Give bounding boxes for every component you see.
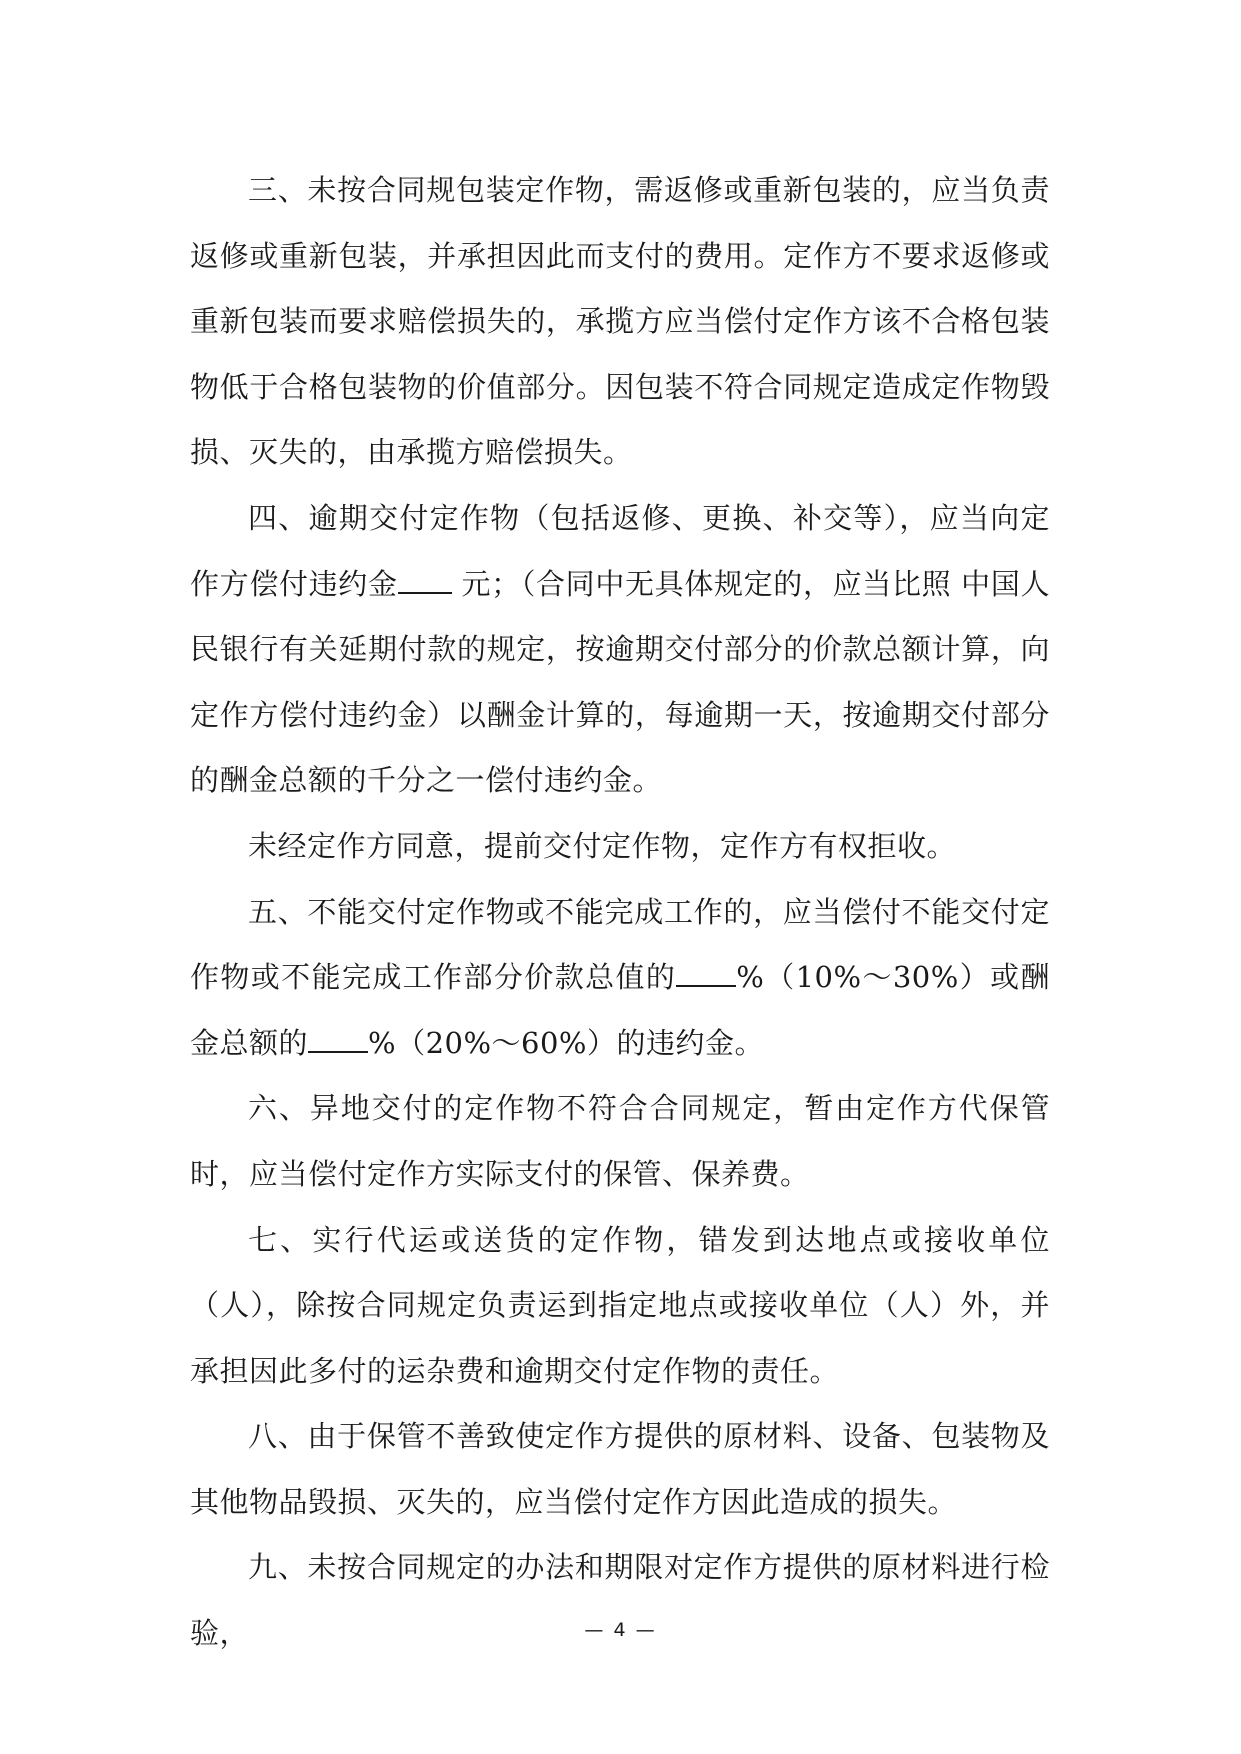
clause-5-text-before: 五、不能交付定作物或不能完成工作的，应当偿付不能交付定作物或不能完成工作部分价款总值的 bbox=[190, 894, 1050, 995]
clause-5-text-after: %（20%～60%）的违约金。 bbox=[368, 1025, 764, 1060]
clause-3-paragraph: 三、未按合同规包装定作物，需返修或重新包装的，应当负责返修或重新包装，并承担因此而支付的费用。定作方不要求返修或重新包装而要求赔偿损失的，承揽方应当偿付定作方该不合格包装物低于合格包装物的价值部分。因包装不符合同规定造成定作物毁损、灭失的，由承揽方赔偿损失。 bbox=[190, 173, 1050, 470]
clause-4-text-before: 四、逾期交付定作物（包括返修、更换、补交等），应当向定作方偿付违约金 bbox=[190, 500, 1050, 601]
clause-4-paragraph bbox=[190, 486, 1050, 814]
clause-6-paragraph: 六、异地交付的定作物不符合合同规定，暂由定作方代保管时，应当偿付定作方实际支付的保管、保养费。 bbox=[190, 1091, 1050, 1191]
clause-4-supplement-paragraph: 未经定作方同意，提前交付定作物，定作方有权拒收。 bbox=[248, 828, 957, 863]
document-body bbox=[190, 158, 1050, 1667]
page-number: — 4 — bbox=[584, 1619, 657, 1641]
clause-5-paragraph bbox=[190, 880, 1050, 1077]
clause-8-paragraph: 八、由于保管不善致使定作方提供的原材料、设备、包装物及其他物品毁损、灭失的，应当偿付定作方因此造成的损失。 bbox=[190, 1419, 1050, 1519]
penalty-amount-blank bbox=[398, 564, 452, 594]
price-percent-blank bbox=[676, 958, 736, 988]
clause-5-text-middle: %（10%～30%）或酬金总额的 bbox=[190, 960, 1050, 1060]
clause-4-text-after: 元；（合同中无具体规定的，应当比照 中国人民银行有关延期付款的规定，按逾期交付部分的价款总额计算，向定作方偿付违约金）以酬金计算的，每逾期一天，按逾期交付部分的酬金总额的千分之一偿付违约金。 bbox=[190, 566, 1050, 798]
fee-percent-blank bbox=[308, 1023, 368, 1053]
clause-9-paragraph: 九、未按合同规定的办法和期限对定作方提供的原材料进行检验， bbox=[190, 1550, 1050, 1651]
clause-7-paragraph: 七、实行代运或送货的定作物，错发到达地点或接收单位（人），除按合同规定负责运到指定地点或接收单位（人）外，并承担因此多付的运杂费和逾期交付定作物的责任。 bbox=[190, 1222, 1050, 1388]
